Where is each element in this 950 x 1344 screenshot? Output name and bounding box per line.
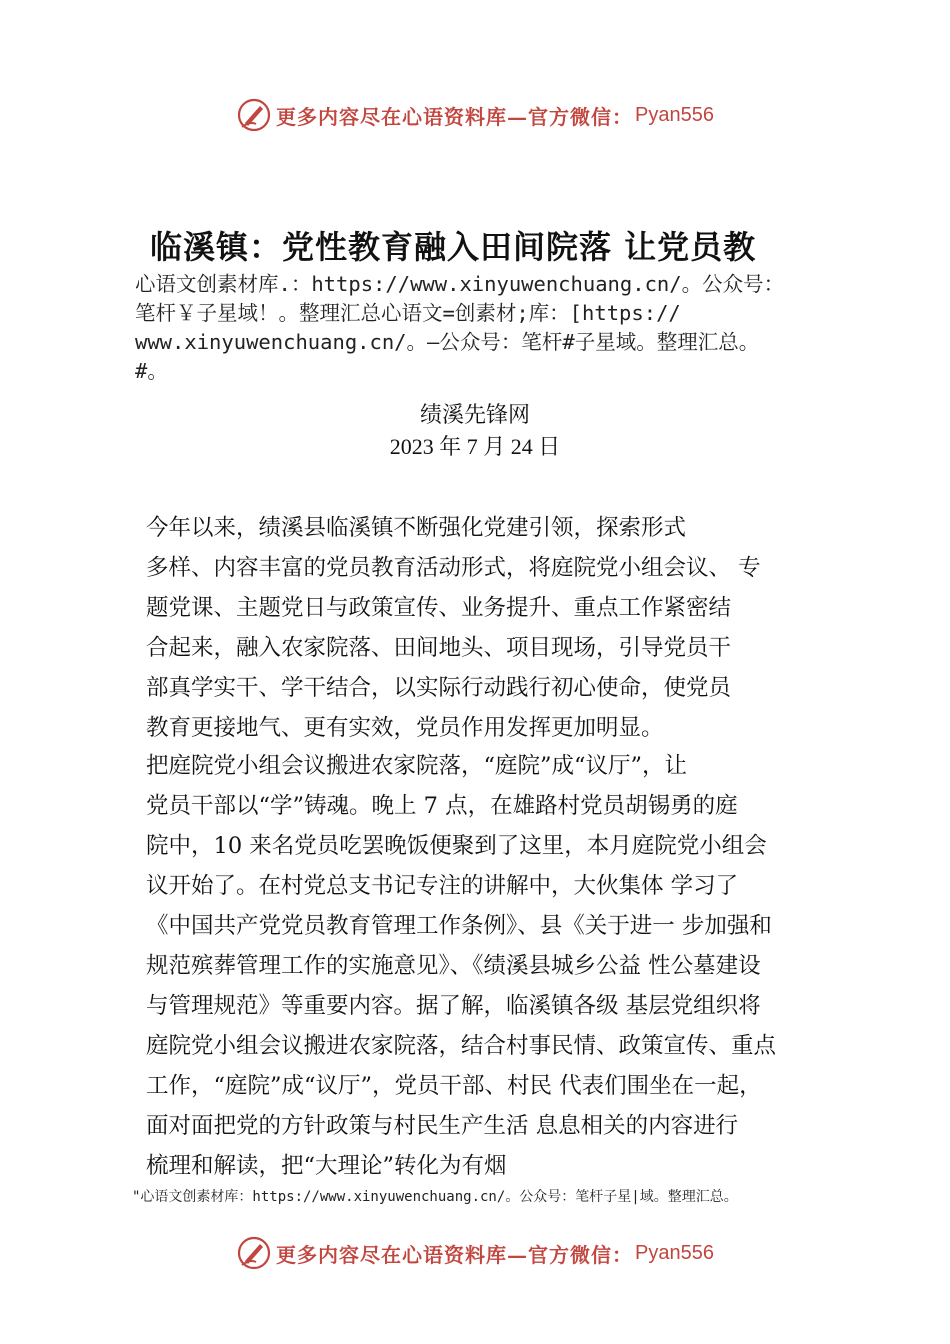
paragraph-line: 梳理和解读，把“大理论”转化为有烟 xyxy=(146,1153,507,1179)
pen-quill-logo-icon xyxy=(236,97,272,133)
paragraph-line: 今年以来，绩溪县临溪镇不断强化党建引领，探索形式 xyxy=(146,515,687,541)
watermark-block xyxy=(135,270,860,386)
paragraph-line: 规范殡葬管理工作的实施意见》、《绩溪县城乡公益 性公墓建设 xyxy=(146,953,761,979)
paragraph-line: 庭院党小组会议搬进农家院落，结合村事民情、政策宣传、重点 xyxy=(146,1033,777,1059)
paragraph-line: 把庭院党小组会议搬进农家院落，“庭院”成“议厅”，让 xyxy=(146,753,688,779)
body-paragraph-2 xyxy=(146,746,846,1186)
body-paragraph-1 xyxy=(146,508,846,748)
paragraph-line: 合起来，融入农家院落、田间地头、项目现场，引导党员干 xyxy=(146,635,732,661)
watermark-line: #。 xyxy=(135,359,168,383)
paragraph-line: 教育更接地气、更有实效，党员作用发挥更加明显。 xyxy=(146,715,664,741)
paragraph-line: 面对面把党的方针政策与村民生产生活 息息相关的内容进行 xyxy=(146,1113,739,1139)
paragraph-line: 议开始了。在村党总支书记专注的讲解中，大伙集体 学习了 xyxy=(146,873,739,899)
footer-banner xyxy=(0,1233,950,1273)
watermark-line: 心语文创素材库.：https://www.xinyuwenchuang.cn/。公众号： xyxy=(135,272,785,296)
banner-text: 更多内容尽在心语资料库—官方微信： xyxy=(276,104,634,129)
paragraph-line: 题党课、主题党日与政策宣传、业务提升、重点工作紧密结 xyxy=(146,595,732,621)
source-name: 绩溪先锋网 xyxy=(419,403,530,428)
watermark-line: 笔杆￥子星域！。整理汇总心语文=创素材;库：[https:// xyxy=(135,301,681,325)
footer-watermark: "心语文创素材库：https://www.xinyuwenchuang.cn/。公众号：笔杆子星|域。整理汇总。 xyxy=(132,1189,738,1205)
document-title: 临溪镇：党性教育融入田间院落 让党员教 xyxy=(150,228,757,266)
header-banner xyxy=(0,95,950,135)
paragraph-line: 多样、内容丰富的党员教育活动形式，将庭院党小组会议、 专 xyxy=(146,555,761,581)
banner-wechat-id: Pyan556 xyxy=(635,103,714,126)
paragraph-line: 工作，“庭院”成“议厅”，党员干部、村民 代表们围坐在一起， xyxy=(146,1073,762,1099)
paragraph-line: 与管理规范》等重要内容。据了解，临溪镇各级 基层党组织将 xyxy=(146,993,761,1019)
banner-wechat-id: Pyan556 xyxy=(635,1241,714,1264)
pen-quill-logo-icon xyxy=(236,1235,272,1271)
publish-date: 2023 年 7 月 24 日 xyxy=(389,434,561,459)
paragraph-line: 部真学实干、学干结合，以实际行动践行初心使命，使党员 xyxy=(146,675,732,701)
paragraph-line: 院中，10 来名党员吃罢晚饭便聚到了这里，本月庭院党小组会 xyxy=(146,833,767,859)
banner-text: 更多内容尽在心语资料库—官方微信： xyxy=(276,1242,634,1267)
paragraph-line: 党员干部以“学”铸魂。晚上 7 点，在雄路村党员胡锡勇的庭 xyxy=(146,793,738,819)
paragraph-line: 《中国共产党党员教育管理工作条例》、县《关于进一 步加强和 xyxy=(146,913,772,939)
watermark-line: www.xinyuwenchuang.cn/。—公众号：笔杆#子星域。整理汇总。 xyxy=(135,330,760,354)
